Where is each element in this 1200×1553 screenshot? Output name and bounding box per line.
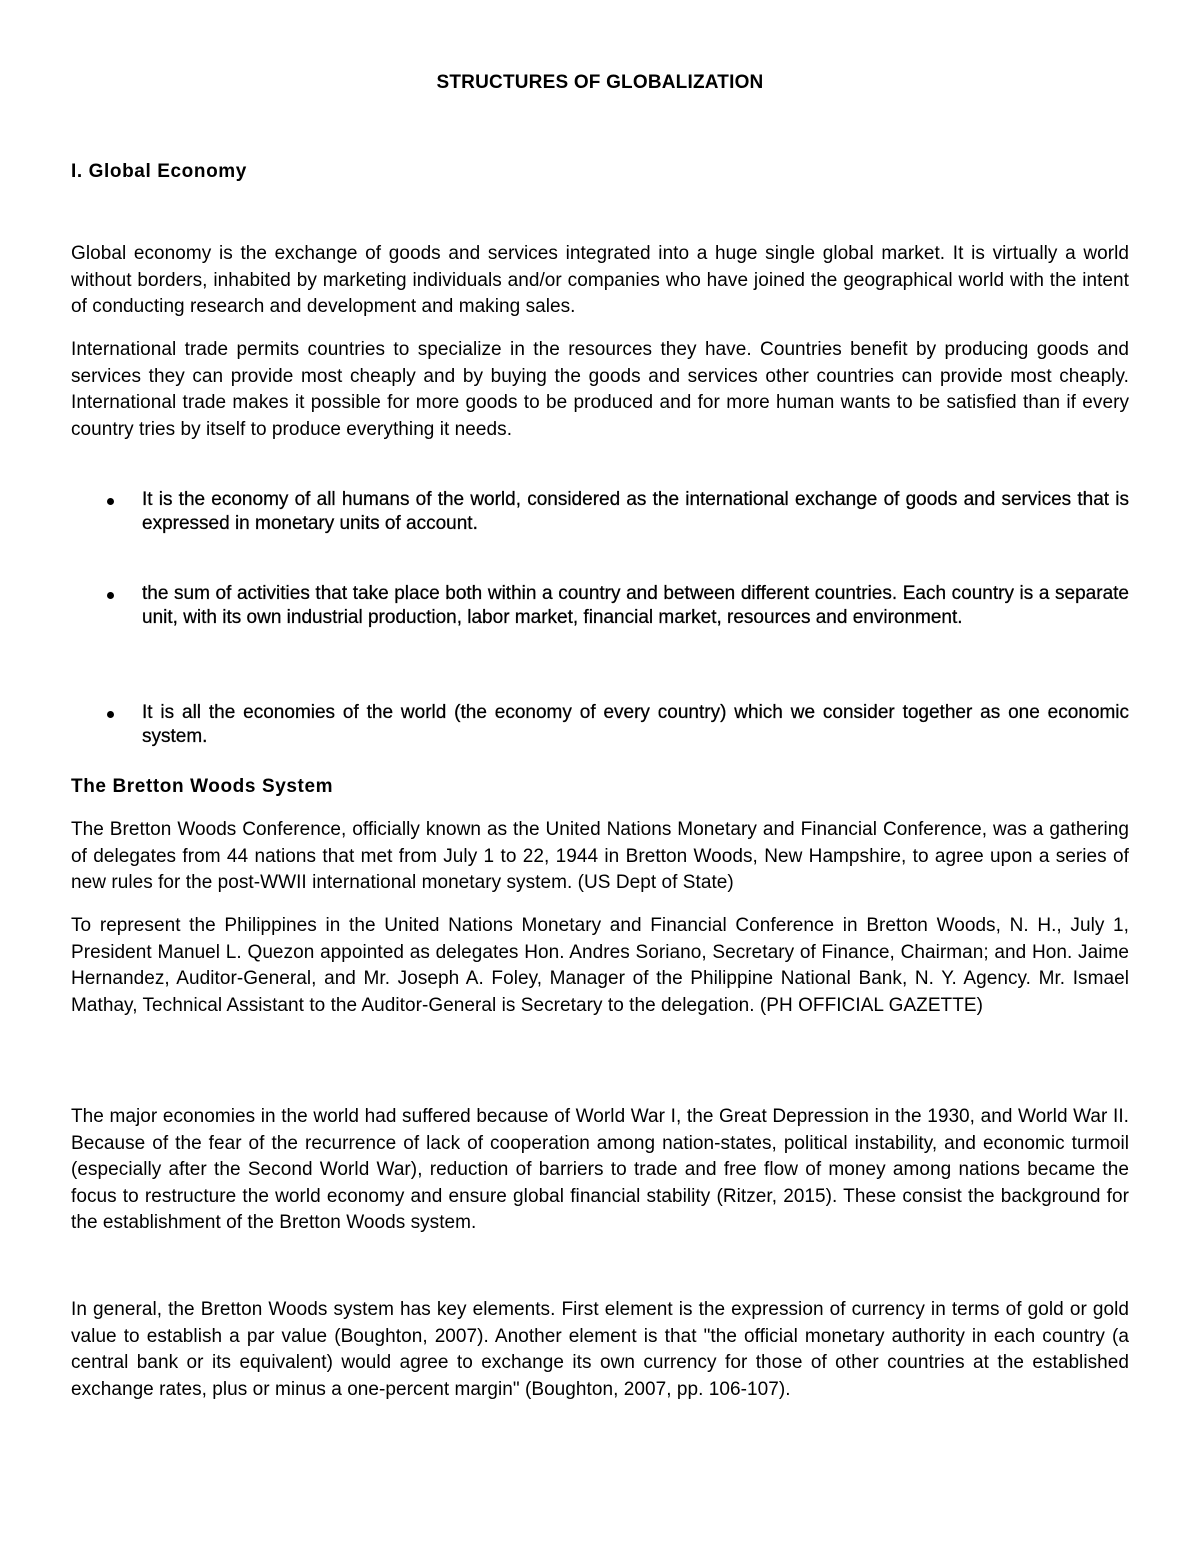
bullet-dot-icon bbox=[107, 592, 114, 599]
document-title: STRUCTURES OF GLOBALIZATION bbox=[436, 72, 764, 93]
paragraph-key-elements: In general, the Bretton Woods system has key elements. First element is the expression of currency in terms of gold or gold value to establish a par value (Boughton, 2007). Another element is that "the official monetary authority in each country (a central bank or its equivalent) would agree to exchange its own currency for those of other countries at the established exchange rates, plus or minus a one-percent margin" (Boughton, 2007, pp. 106-107). bbox=[71, 1299, 1129, 1400]
paragraph-global-economy-definition: Global economy is the exchange of goods and services integrated into a huge single global market. It is virtually a world without borders, inhabited by marketing individuals and/or companies who have joined the geographical world with the intent of conducting research and development and making sales. bbox=[71, 243, 1129, 317]
paragraph-philippine-delegates: To represent the Philippines in the United Nations Monetary and Financial Conference in Bretton Woods, N. H., July 1, President Manuel L. Quezon appointed as delegates Hon. Andres Soriano, Secretary of Finance, Chairman; and Hon. Jaime Hernandez, Auditor-General, and Mr. Joseph A. Foley, Manager of the Philippine National Bank, N. Y. Agency. Mr. Ismael Mathay, Technical Assistant to the Auditor-General is Secretary to the delegation. (PH OFFICIAL GAZETTE) bbox=[71, 915, 1129, 1016]
document-page bbox=[71, 0, 1129, 1553]
section-heading-bretton-woods: The Bretton Woods System bbox=[71, 776, 334, 797]
paragraph-international-trade: International trade permits countries to specialize in the resources they have. Countries benefit by producing goods and services they can provide most cheaply and by buying the goods and services other countries can provide most cheaply. International trade makes it possible for more goods to be produced and for more human wants to be satisfied than if every country tries by itself to produce everything it needs. bbox=[71, 339, 1129, 440]
section-heading-global-economy: I. Global Economy bbox=[71, 161, 247, 182]
paragraph-background: The major economies in the world had suffered because of World War I, the Great Depression in the 1930, and World War II. Because of the fear of the recurrence of lack of cooperation among nation-states, political instability, and economic turmoil (especially after the Second World War), reduction of barriers to trade and free flow of money among nations became the focus to restructure the world economy and ensure global financial stability (Ritzer, 2015). These consist the background for the establishment of the Bretton Woods system. bbox=[71, 1106, 1129, 1233]
bullet-text: the sum of activities that take place both within a country and between different countries. Each country is a separate unit, with its own industrial production, labor market, financial market, resources and environment. bbox=[142, 583, 1129, 628]
bullet-dot-icon bbox=[107, 711, 114, 718]
bullet-dot-icon bbox=[107, 498, 114, 505]
bullet-text: It is all the economies of the world (the economy of every country) which we consider together as one economic system. bbox=[142, 702, 1129, 747]
paragraph-bretton-woods-conference: The Bretton Woods Conference, officially known as the United Nations Monetary and Financial Conference, was a gathering of delegates from 44 nations that met from July 1 to 22, 1944 in Bretton Woods, New Hampshire, to agree upon a series of new rules for the post-WWII international monetary system. (US Dept of State) bbox=[71, 819, 1129, 893]
bullet-text: It is the economy of all humans of the world, considered as the international exchange of goods and services that is expressed in monetary units of account. bbox=[142, 489, 1129, 534]
